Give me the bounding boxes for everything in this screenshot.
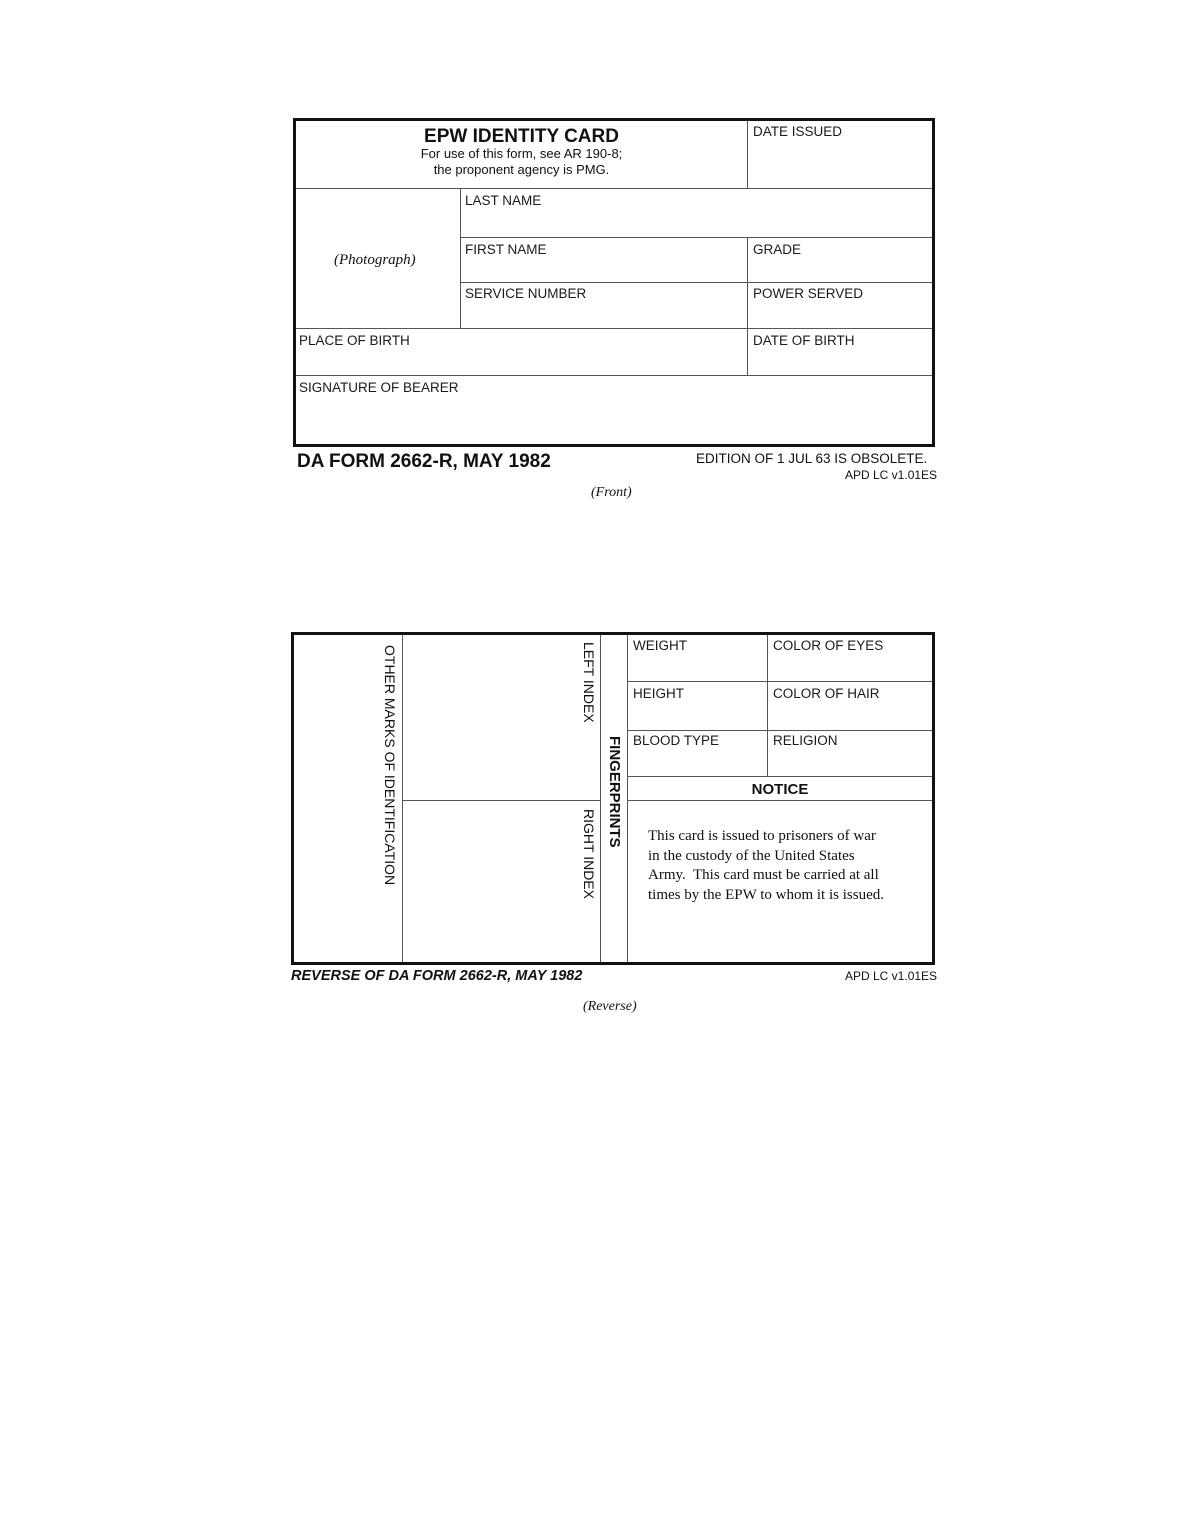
- version-label: APD LC v1.01ES: [845, 468, 938, 482]
- color-of-eyes-field[interactable]: [768, 635, 932, 681]
- place-of-birth-field[interactable]: [296, 329, 747, 375]
- form-id: DA FORM 2662-R, MAY 1982: [297, 451, 551, 472]
- religion-label: RELIGION: [773, 733, 838, 748]
- notice-line: times by the EPW to whom it is issued.: [648, 886, 884, 903]
- left-index-fingerprint-box[interactable]: [403, 635, 600, 800]
- color-of-hair-field[interactable]: [768, 682, 932, 730]
- grade-label: GRADE: [753, 242, 802, 257]
- reverse-form-id: REVERSE OF DA FORM 2662-R, MAY 1982: [291, 968, 583, 984]
- other-marks-label: OTHER MARKS OF IDENTIFICATION: [382, 645, 398, 886]
- height-label: HEIGHT: [633, 686, 685, 701]
- power-served-field[interactable]: [748, 283, 932, 328]
- signature-of-bearer-label: SIGNATURE OF BEARER: [299, 380, 459, 395]
- notice-body: [648, 827, 928, 905]
- last-name-label: LAST NAME: [465, 193, 542, 208]
- notice-line: This card is issued to prisoners of war: [648, 828, 876, 844]
- signature-of-bearer-field[interactable]: [296, 376, 932, 444]
- date-issued-label: DATE ISSUED: [753, 124, 843, 139]
- front-caption: (Front): [591, 485, 632, 500]
- last-name-field[interactable]: [461, 189, 932, 237]
- edition-note: EDITION OF 1 JUL 63 IS OBSOLETE.: [696, 451, 928, 466]
- left-index-label: LEFT INDEX: [581, 642, 597, 723]
- photograph-label: (Photograph): [334, 252, 416, 268]
- color-of-hair-label: COLOR OF HAIR: [773, 686, 880, 701]
- date-of-birth-label: DATE OF BIRTH: [753, 333, 855, 348]
- fingerprints-label: FINGERPRINTS: [606, 736, 623, 848]
- notice-line: in the custody of the United States: [648, 847, 855, 864]
- form-subtitle-line2: the proponent agency is PMG.: [433, 162, 610, 177]
- form-subtitle-line1: For use of this form, see AR 190-8;: [420, 146, 623, 161]
- religion-field[interactable]: [768, 731, 932, 776]
- right-index-fingerprint-box[interactable]: [403, 801, 600, 962]
- photograph-area: [296, 189, 460, 328]
- first-name-field[interactable]: [461, 238, 747, 282]
- place-of-birth-label: PLACE OF BIRTH: [299, 333, 410, 348]
- service-number-field[interactable]: [461, 283, 747, 328]
- date-of-birth-field[interactable]: [748, 329, 932, 375]
- reverse-caption: (Reverse): [583, 999, 637, 1014]
- notice-heading: NOTICE: [751, 781, 809, 798]
- reverse-version-label: APD LC v1.01ES: [845, 969, 938, 983]
- first-name-label: FIRST NAME: [465, 242, 547, 257]
- right-index-label: RIGHT INDEX: [581, 809, 597, 899]
- divider: [628, 776, 932, 777]
- grade-field[interactable]: [748, 238, 932, 282]
- notice-line: Army. This card must be carried at all: [648, 867, 879, 883]
- weight-field[interactable]: [628, 635, 767, 681]
- other-marks-field[interactable]: [294, 635, 402, 962]
- blood-type-field[interactable]: [628, 731, 767, 776]
- divider: [628, 800, 932, 801]
- date-issued-field[interactable]: [748, 121, 932, 188]
- height-field[interactable]: [628, 682, 767, 730]
- weight-label: WEIGHT: [633, 638, 687, 653]
- color-of-eyes-label: COLOR OF EYES: [773, 638, 884, 653]
- service-number-label: SERVICE NUMBER: [465, 286, 587, 301]
- fingerprints-column: [601, 635, 627, 962]
- blood-type-label: BLOOD TYPE: [633, 733, 720, 748]
- power-served-label: POWER SERVED: [753, 286, 864, 301]
- form-title: EPW IDENTITY CARD: [424, 126, 619, 147]
